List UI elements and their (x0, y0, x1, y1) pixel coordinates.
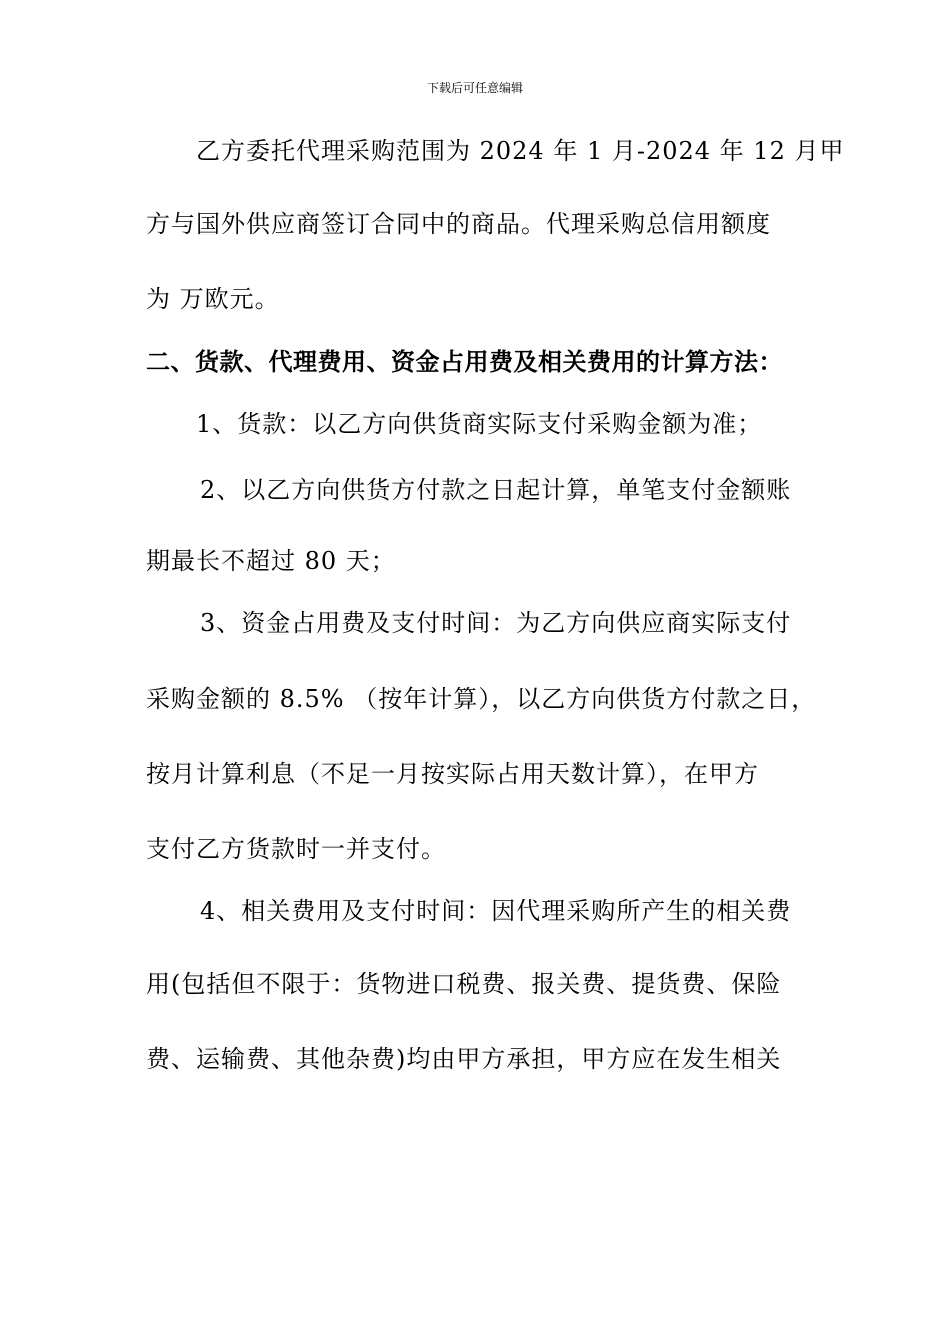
list-item-3-line-4: 支付乙方货款时一并支付。 (146, 835, 446, 863)
page-header: 下载后可任意编辑 (426, 81, 523, 95)
list-item-4-line-2: 用(包括但不限于：货物进口税费、报关费、提货费、保险 (146, 970, 782, 998)
list-item-3-line-1: 3、资金占用费及支付时间：为乙方向供应商实际支付 (200, 609, 792, 637)
list-item-4-line-1: 4、相关费用及支付时间：因代理采购所产生的相关费 (200, 897, 792, 925)
section-heading: 二、货款、代理费用、资金占用费及相关费用的计算方法： (146, 348, 783, 376)
list-item-4-line-3: 费、运输费、其他杂费)均由甲方承担，甲方应在发生相关 (146, 1045, 782, 1073)
list-item-3-line-2: 采购金额的 8.5% （按年计算），以乙方向供货方付款之日， (146, 685, 817, 713)
list-item-2-line-2: 期最长不超过 80 天； (146, 547, 396, 575)
paragraph-line-2: 方与国外供应商签订合同中的商品。代理采购总信用额度 (146, 210, 771, 238)
list-item-1: 1、货款：以乙方向供货商实际支付采购金额为准； (196, 410, 763, 438)
paragraph-line-3: 为 万欧元。 (146, 285, 280, 313)
list-item-2-line-1: 2、以乙方向供货方付款之日起计算，单笔支付金额账 (200, 476, 792, 504)
paragraph-line-1: 乙方委托代理采购范围为 2024 年 1 月-2024 年 12 月甲 (196, 137, 845, 165)
list-item-3-line-3: 按月计算利息（不足一月按实际占用天数计算），在甲方 (146, 760, 759, 788)
